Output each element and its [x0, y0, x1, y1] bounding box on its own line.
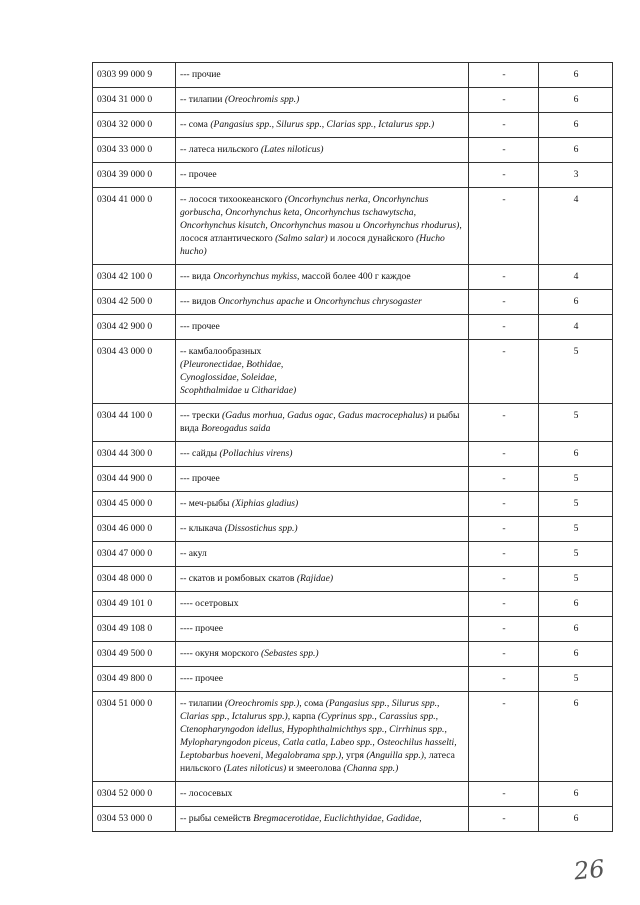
commodity-description — [176, 667, 469, 692]
description-text: ---- осетровых — [180, 598, 239, 609]
description-text: , угря — [341, 750, 367, 761]
latin-name: (Pollachius virens) — [219, 448, 293, 459]
description-text: ---- прочее — [180, 623, 223, 634]
commodity-description — [176, 340, 469, 404]
description-text: -- клыкача — [180, 523, 225, 534]
commodity-code: 0304 49 101 0 — [93, 592, 176, 617]
dash-cell: - — [469, 290, 539, 315]
rate-cell: 3 — [539, 163, 613, 188]
latin-name: (Xiphias gladius) — [231, 498, 299, 509]
commodity-code: 0304 46 000 0 — [93, 517, 176, 542]
commodity-description — [176, 692, 469, 782]
latin-name: (Sebastes spp.) — [261, 648, 319, 659]
latin-name: (Anguilla spp.) — [366, 750, 424, 761]
commodity-description — [176, 88, 469, 113]
dash-cell: - — [469, 667, 539, 692]
commodity-code: 0304 44 900 0 — [93, 467, 176, 492]
commodity-code: 0304 42 500 0 — [93, 290, 176, 315]
commodity-description — [176, 265, 469, 290]
commodity-code: 0304 53 000 0 — [93, 807, 176, 832]
dash-cell: - — [469, 692, 539, 782]
table-row — [93, 188, 613, 265]
table-row — [93, 63, 613, 88]
dash-cell: - — [469, 315, 539, 340]
latin-name: (Gadus morhua, Gadus ogac, Gadus macrocephalus) — [222, 410, 427, 421]
dash-cell: - — [469, 567, 539, 592]
commodity-code: 0304 33 000 0 — [93, 138, 176, 163]
commodity-description — [176, 592, 469, 617]
commodity-code: 0304 45 000 0 — [93, 492, 176, 517]
table-row — [93, 692, 613, 782]
rate-cell: 6 — [539, 782, 613, 807]
commodity-code: 0304 44 100 0 — [93, 404, 176, 442]
table-row — [93, 592, 613, 617]
description-text: --- трески — [180, 410, 223, 421]
rate-cell: 4 — [539, 265, 613, 290]
commodity-description — [176, 492, 469, 517]
rate-cell: 5 — [539, 467, 613, 492]
rate-cell: 6 — [539, 442, 613, 467]
latin-name: Oncorhynchus chrysogaster — [314, 296, 422, 307]
description-text: -- тилапии — [180, 698, 225, 709]
dash-cell: - — [469, 517, 539, 542]
commodity-code: 0304 47 000 0 — [93, 542, 176, 567]
description-text: и — [304, 296, 315, 307]
description-text: ---- окуня морского — [180, 648, 262, 659]
latin-name: (Pangasius spp., Silurus spp., Clarias spp., Ictalurus spp.) — [180, 698, 440, 722]
description-text: -- тилапии — [180, 94, 225, 105]
latin-name: (Salmo salar) — [275, 233, 328, 244]
dash-cell: - — [469, 88, 539, 113]
description-text: -- латеса нильского — [180, 144, 261, 155]
table-row — [93, 542, 613, 567]
commodity-description — [176, 567, 469, 592]
latin-name: (Pangasius spp., Silurus spp., Clarias spp., Ictalurus spp.) — [210, 119, 435, 130]
commodity-code: 0304 49 500 0 — [93, 642, 176, 667]
commodity-code: 0304 41 000 0 — [93, 188, 176, 265]
commodity-code: 0304 49 108 0 — [93, 617, 176, 642]
dash-cell: - — [469, 492, 539, 517]
description-text: -- акул — [180, 548, 207, 559]
description-text: , сома — [299, 698, 326, 709]
rate-cell: 6 — [539, 617, 613, 642]
dash-cell: - — [469, 642, 539, 667]
handwritten-page-number: 26 — [572, 854, 606, 886]
commodity-description — [176, 404, 469, 442]
table-row — [93, 567, 613, 592]
description-text: ---- прочее — [180, 673, 223, 684]
dash-cell: - — [469, 163, 539, 188]
latin-name: Cynoglossidae, Soleidae, — [180, 372, 277, 383]
commodity-description — [176, 315, 469, 340]
rate-cell: 5 — [539, 404, 613, 442]
commodity-code: 0304 42 900 0 — [93, 315, 176, 340]
commodity-description — [176, 542, 469, 567]
rate-cell: 6 — [539, 138, 613, 163]
latin-name: Boreogadus saida — [201, 423, 271, 434]
table-row — [93, 265, 613, 290]
commodity-description — [176, 517, 469, 542]
description-text: -- сома — [180, 119, 211, 130]
commodity-code: 0304 48 000 0 — [93, 567, 176, 592]
rate-cell: 4 — [539, 315, 613, 340]
description-text: , латеса нильского — [180, 750, 455, 774]
dash-cell: - — [469, 63, 539, 88]
commodity-description — [176, 782, 469, 807]
commodity-description — [176, 467, 469, 492]
latin-name: (Cyprinus spp., Carassius spp., Ctenopharyngodon idellus, Hypophthalmichthys spp., Cirrhinus spp., Mylopharyngodon piceus, Catla catla, Labeo spp., Osteochilus hasselti, Leptobarbus hoeveni, Megalobrama spp.) — [180, 711, 457, 761]
latin-name: Oncorhynchus apache — [218, 296, 305, 307]
latin-name: (Channa spp.) — [343, 763, 399, 774]
table-row — [93, 138, 613, 163]
tariff-table — [92, 62, 613, 832]
table-row — [93, 340, 613, 404]
rate-cell: 4 — [539, 188, 613, 265]
dash-cell: - — [469, 782, 539, 807]
rate-cell: 6 — [539, 290, 613, 315]
description-text: , карпа — [287, 711, 318, 722]
table-row — [93, 404, 613, 442]
commodity-code: 0304 42 100 0 — [93, 265, 176, 290]
rate-cell: 6 — [539, 88, 613, 113]
commodity-description — [176, 138, 469, 163]
table-row — [93, 782, 613, 807]
table-row — [93, 290, 613, 315]
dash-cell: - — [469, 404, 539, 442]
rate-cell: 5 — [539, 567, 613, 592]
latin-name: (Dissostichus spp.) — [224, 523, 298, 534]
commodity-description — [176, 807, 469, 832]
table-row — [93, 163, 613, 188]
commodity-description — [176, 442, 469, 467]
commodity-code: 0303 99 000 9 — [93, 63, 176, 88]
dash-cell: - — [469, 617, 539, 642]
rate-cell: 6 — [539, 63, 613, 88]
tariff-table-body — [93, 63, 613, 832]
table-row — [93, 492, 613, 517]
rate-cell: 5 — [539, 517, 613, 542]
dash-cell: - — [469, 542, 539, 567]
commodity-description — [176, 163, 469, 188]
description-text: и рыбы вида — [180, 410, 460, 434]
commodity-description — [176, 642, 469, 667]
latin-name: (Oncorhynchus nerka, Oncorhynchus gorbuscha, Oncorhynchus keta, Oncorhynchus tschawytscha, Oncorhynchus kisutch, Oncorhynchus masou и Oncorhynchus rhodurus) — [180, 194, 460, 231]
rate-cell: 6 — [539, 113, 613, 138]
description-text: -- лососевых — [180, 788, 233, 799]
description-text: -- скатов и ромбовых скатов — [180, 573, 297, 584]
commodity-code: 0304 44 300 0 — [93, 442, 176, 467]
commodity-code: 0304 49 800 0 — [93, 667, 176, 692]
description-text: --- прочее — [180, 473, 220, 484]
latin-name: Bregmacerotidae, Euclichthyidae, Gadidae, — [253, 813, 422, 824]
description-text: -- рыбы семейств — [180, 813, 254, 824]
table-row — [93, 667, 613, 692]
rate-cell: 5 — [539, 340, 613, 404]
description-text: -- меч-рыбы — [180, 498, 232, 509]
rate-cell: 5 — [539, 492, 613, 517]
table-row — [93, 807, 613, 832]
dash-cell: - — [469, 113, 539, 138]
description-text: -- лосося тихоокеанского — [180, 194, 285, 205]
description-text: -- прочее — [180, 169, 217, 180]
table-row — [93, 617, 613, 642]
dash-cell: - — [469, 265, 539, 290]
description-text: --- сайды — [180, 448, 220, 459]
table-row — [93, 517, 613, 542]
latin-name: (Lates niloticus) — [223, 763, 287, 774]
commodity-code: 0304 39 000 0 — [93, 163, 176, 188]
description-text: --- видов — [180, 296, 219, 307]
dash-cell: - — [469, 340, 539, 404]
commodity-code: 0304 51 000 0 — [93, 692, 176, 782]
description-text: -- камбалообразных — [180, 346, 262, 357]
rate-cell: 6 — [539, 592, 613, 617]
description-text: и змееголова — [286, 763, 344, 774]
table-row — [93, 467, 613, 492]
rate-cell: 6 — [539, 642, 613, 667]
latin-name: Oncorhynchus mykiss — [213, 271, 297, 282]
commodity-description — [176, 188, 469, 265]
commodity-code: 0304 52 000 0 — [93, 782, 176, 807]
table-row — [93, 88, 613, 113]
description-text: --- вида — [180, 271, 214, 282]
rate-cell: 6 — [539, 807, 613, 832]
rate-cell: 6 — [539, 692, 613, 782]
description-text: , массой более 400 г каждое — [296, 271, 411, 282]
table-row — [93, 642, 613, 667]
latin-name: Scophthalmidae и Citharidae) — [180, 385, 297, 396]
commodity-code: 0304 31 000 0 — [93, 88, 176, 113]
latin-name: (Lates niloticus) — [260, 144, 324, 155]
latin-name: (Pleuronectidae, Bothidae, — [180, 359, 284, 370]
dash-cell: - — [469, 442, 539, 467]
rate-cell: 5 — [539, 542, 613, 567]
table-row — [93, 113, 613, 138]
latin-name: (Oreochromis spp.) — [224, 698, 300, 709]
commodity-description — [176, 113, 469, 138]
description-text: --- прочее — [180, 321, 220, 332]
table-row — [93, 315, 613, 340]
latin-name: (Oreochromis spp.) — [224, 94, 300, 105]
dash-cell: - — [469, 592, 539, 617]
dash-cell: - — [469, 467, 539, 492]
description-text: --- прочие — [180, 69, 221, 80]
dash-cell: - — [469, 807, 539, 832]
commodity-description — [176, 617, 469, 642]
dash-cell: - — [469, 188, 539, 265]
table-row — [93, 442, 613, 467]
description-text: и лосося дунайского — [327, 233, 417, 244]
commodity-description — [176, 63, 469, 88]
latin-name: (Rajidae) — [296, 573, 334, 584]
commodity-code: 0304 43 000 0 — [93, 340, 176, 404]
rate-cell: 5 — [539, 667, 613, 692]
commodity-code: 0304 32 000 0 — [93, 113, 176, 138]
description-text: , лосося атлантического — [180, 220, 462, 244]
commodity-description — [176, 290, 469, 315]
dash-cell: - — [469, 138, 539, 163]
latin-name: (Hucho hucho) — [180, 233, 445, 257]
